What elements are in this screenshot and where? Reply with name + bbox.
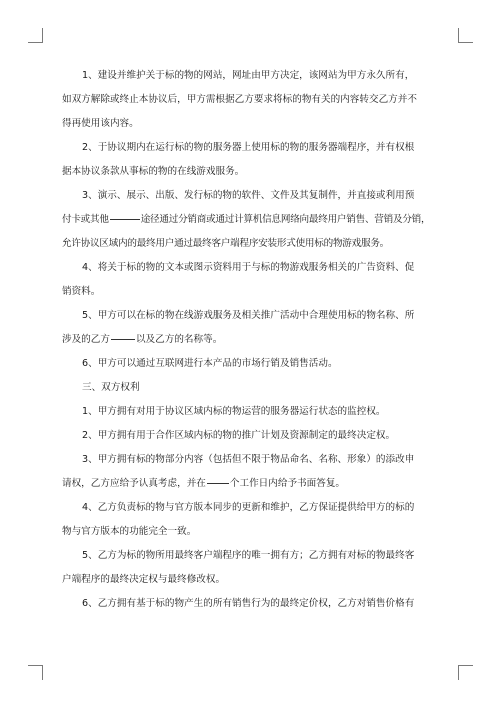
clause-2 <box>62 136 440 184</box>
text-segment: 请权，乙方应给予认真考虑，并在 <box>62 478 206 489</box>
document-body <box>62 64 440 616</box>
text-line: 4、乙方负责标的物与官方版本同步的更新和维护，乙方保证提供给甲方的标的 <box>82 502 415 513</box>
right-1 <box>62 400 440 424</box>
text-line: 6、甲方可以通过互联网进行本产品的市场行销及销售活动。 <box>82 358 338 369</box>
section-title: 三、双方权利 <box>82 382 140 393</box>
clause-5 <box>62 304 440 352</box>
section-heading <box>62 376 440 400</box>
fill-blank <box>110 219 140 220</box>
text-line: 1、建设并维护关于标的物的网站，网址由甲方决定，该网站为甲方永久所有， <box>82 70 415 81</box>
clause-3 <box>62 184 440 256</box>
text-line: 得再使用该内容。 <box>62 118 139 129</box>
text-segment: 个工作日内给予书面答复。 <box>229 478 346 489</box>
crop-mark-bottom-right <box>458 665 473 680</box>
right-6 <box>62 592 440 616</box>
text-line: 物与官方版本的功能完全一致。 <box>62 526 197 537</box>
right-3 <box>62 448 440 496</box>
text-line: 销资料。 <box>62 286 101 297</box>
fill-blank <box>111 339 135 340</box>
fill-blank <box>207 483 229 484</box>
clause-4 <box>62 256 440 304</box>
text-line: 5、甲方可以在标的物在线游戏服务及相关推广活动中合理使用标的物名称、所 <box>82 310 415 321</box>
text-line: 2、甲方拥有用于合作区域内标的物的推广计划及资源制定的最终决定权。 <box>82 430 396 441</box>
crop-mark-bottom-left <box>28 665 43 680</box>
text-line: 4、将关于标的物的文本或图示资料用于与标的物游戏服务相关的广告资料、促 <box>82 262 415 273</box>
text-line: 1、甲方拥有对用于协议区域内标的物运营的服务器运行状态的监控权。 <box>82 406 386 417</box>
text-segment: 付卡或其他 <box>62 214 109 225</box>
clause-1 <box>62 64 440 136</box>
crop-mark-top-right <box>458 28 473 43</box>
text-line <box>62 208 440 232</box>
text-line <box>62 472 440 496</box>
text-segment: 涉及的乙方 <box>62 334 110 345</box>
right-4 <box>62 496 440 544</box>
text-line: 如双方解除或终止本协议后，甲方需根据乙方要求将标的物有关的内容转交乙方并不 <box>62 94 417 105</box>
text-line: 6、乙方拥有基于标的物产生的所有销售行为的最终定价权，乙方对销售价格有 <box>82 598 415 609</box>
text-line: 户端程序的最终决定权与最终修改权。 <box>62 574 226 585</box>
text-line: 2、于协议期内在运行标的物的服务器上使用标的物的服务器端程序，并有权根 <box>82 142 415 153</box>
clause-6 <box>62 352 440 376</box>
crop-mark-top-left <box>28 28 43 43</box>
text-line: 3、演示、展示、出版、发行标的物的软件、文件及其复制件，并直接或利用预 <box>82 190 415 201</box>
text-segment: 途径通过分销商或通过计算机信息网络向最终用户销售、营销及分销， <box>140 214 431 225</box>
text-line: 5、乙方为标的物所用最终客户端程序的唯一拥有方；乙方拥有对标的物最终客 <box>82 550 415 561</box>
text-line: 3、甲方拥有标的物部分内容（包括但不限于物品命名、名称、形象）的添改申 <box>82 454 415 465</box>
text-segment: 以及乙方的名称等。 <box>135 334 223 345</box>
text-line <box>62 328 440 352</box>
right-5 <box>62 544 440 592</box>
text-line: 据本协议条款从事标的物的在线游戏服务。 <box>62 166 245 177</box>
right-2 <box>62 424 440 448</box>
text-line: 允许协议区域内的最终用户通过最终客户端程序安装形式使用标的物游戏服务。 <box>62 238 390 249</box>
